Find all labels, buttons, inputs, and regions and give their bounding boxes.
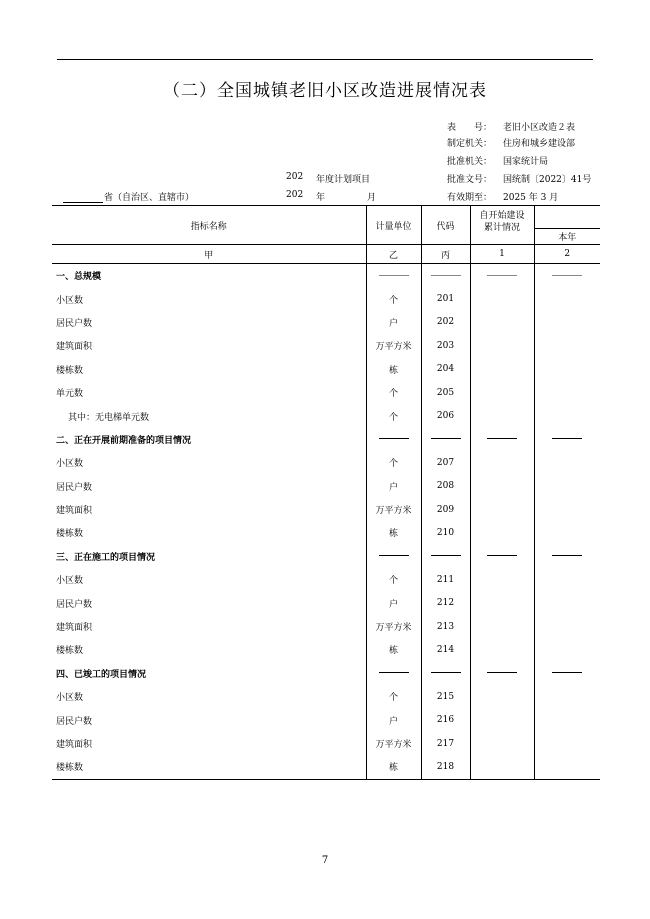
unit-cell: 户 [366, 311, 421, 334]
issuing-authority-label: 制定机关： [447, 139, 493, 149]
table-row [52, 615, 600, 638]
table-row [52, 755, 600, 779]
this-year-value-cell[interactable] [534, 638, 600, 661]
this-year-value-cell[interactable] [534, 334, 600, 357]
unit-cell: 个 [366, 287, 421, 310]
code-cell: 212 [421, 591, 470, 614]
plan-year-prefix: 202 [286, 172, 304, 182]
unit-cell: 万平方米 [366, 615, 421, 638]
report-year-prefix: 202 [286, 190, 304, 200]
table-row [52, 568, 600, 591]
approval-number-label: 批准文号： [447, 175, 493, 185]
code-cell: 208 [421, 475, 470, 498]
this-year-value-cell[interactable] [534, 732, 600, 755]
indicator-name-cell: 居民户数 [52, 475, 366, 498]
unit-cell: 万平方米 [366, 498, 421, 521]
dash-mark [431, 555, 461, 556]
this-year-value-cell[interactable] [534, 662, 600, 685]
indicator-name-cell: 建筑面积 [52, 615, 366, 638]
table-row [52, 685, 600, 708]
indicator-name-cell: 四、已竣工的项目情况 [52, 662, 366, 685]
unit-cell [366, 662, 421, 685]
unit-cell: 栋 [366, 638, 421, 661]
dash-mark [487, 672, 517, 673]
table-row [52, 311, 600, 334]
dash-mark [552, 672, 582, 673]
indicator-name-cell: 楼栋数 [52, 755, 366, 779]
page-title: （二）全国城镇老旧小区改造进展情况表 [163, 81, 487, 101]
dash-mark [487, 275, 517, 276]
subheader-unit: 乙 [366, 245, 421, 264]
report-year-label: 年 [316, 193, 326, 203]
report-month-label: 月 [367, 193, 377, 203]
code-cell [421, 545, 470, 568]
report-table [52, 205, 600, 780]
valid-until-value: 2025 年 3 月 [503, 193, 559, 203]
table-row [52, 287, 600, 310]
approving-authority-value: 国家统计局 [503, 157, 549, 167]
this-year-value-cell[interactable] [534, 358, 600, 381]
cumulative-value-cell[interactable] [470, 615, 534, 638]
code-cell: 202 [421, 311, 470, 334]
table-row [52, 638, 600, 661]
unit-cell: 万平方米 [366, 334, 421, 357]
indicator-name-cell: 二、正在开展前期准备的项目情况 [52, 428, 366, 451]
table-row [52, 404, 600, 427]
table-row [52, 732, 600, 755]
indicator-name-cell: 楼栋数 [52, 521, 366, 544]
cumulative-value-cell[interactable] [470, 521, 534, 544]
this-year-value-cell[interactable] [534, 498, 600, 521]
cumulative-value-cell[interactable] [470, 545, 534, 568]
indicator-name-cell: 居民户数 [52, 591, 366, 614]
this-year-value-cell[interactable] [534, 264, 600, 288]
unit-cell [366, 545, 421, 568]
unit-cell: 栋 [366, 521, 421, 544]
subheader-name: 甲 [52, 245, 366, 264]
indicator-name-cell: 建筑面积 [52, 334, 366, 357]
indicator-name-cell: 建筑面积 [52, 498, 366, 521]
section-row [52, 428, 600, 451]
valid-until-label: 有效期至： [447, 193, 493, 203]
cumulative-value-cell[interactable] [470, 568, 534, 591]
province-label: 省（自治区、直辖市） [104, 193, 195, 203]
indicator-name-cell: 小区数 [52, 568, 366, 591]
cumulative-value-cell[interactable] [470, 451, 534, 474]
this-year-value-cell[interactable] [534, 428, 600, 451]
table-row [52, 475, 600, 498]
this-year-value-cell[interactable] [534, 311, 600, 334]
code-cell: 209 [421, 498, 470, 521]
indicator-name-cell: 小区数 [52, 451, 366, 474]
header-unit: 计量单位 [366, 206, 421, 245]
this-year-value-cell[interactable] [534, 708, 600, 731]
indicator-name-cell: 建筑面积 [52, 732, 366, 755]
cumulative-value-cell[interactable] [470, 475, 534, 498]
this-year-value-cell[interactable] [534, 568, 600, 591]
indicator-name-cell: 小区数 [52, 685, 366, 708]
form-number-value: 老旧小区改造２表 [503, 123, 576, 133]
indicator-name-cell: 三、正在施工的项目情况 [52, 545, 366, 568]
code-cell: 211 [421, 568, 470, 591]
subheader-col1: 1 [470, 245, 534, 264]
cumulative-value-cell[interactable] [470, 498, 534, 521]
page-number: 7 [321, 855, 329, 866]
indicator-name-cell: 小区数 [52, 287, 366, 310]
code-cell: 207 [421, 451, 470, 474]
table-row [52, 358, 600, 381]
cumulative-value-cell[interactable] [470, 591, 534, 614]
province-field [63, 190, 194, 203]
dash-mark [552, 275, 582, 276]
code-cell: 214 [421, 638, 470, 661]
this-year-value-cell[interactable] [534, 451, 600, 474]
dash-mark [379, 672, 409, 673]
dash-mark [379, 555, 409, 556]
cumulative-value-cell[interactable] [470, 638, 534, 661]
indicator-name-cell: 一、总规模 [52, 264, 366, 288]
subheader-code: 丙 [421, 245, 470, 264]
unit-cell: 个 [366, 451, 421, 474]
dash-mark [431, 672, 461, 673]
cumulative-value-cell[interactable] [470, 264, 534, 288]
header-indicator-name: 指标名称 [52, 206, 366, 245]
table-row [52, 521, 600, 544]
issuing-authority-value: 住房和城乡建设部 [503, 139, 576, 149]
this-year-value-cell[interactable] [534, 404, 600, 427]
indicator-name-cell: 其中：无电梯单元数 [52, 404, 366, 427]
plan-year-label: 年度计划项目 [316, 175, 371, 185]
table-row [52, 451, 600, 474]
dash-mark [552, 555, 582, 556]
dash-mark [487, 555, 517, 556]
this-year-value-cell[interactable] [534, 591, 600, 614]
unit-cell: 个 [366, 381, 421, 404]
unit-cell: 户 [366, 708, 421, 731]
code-cell: 210 [421, 521, 470, 544]
subheader-col2: 2 [534, 245, 600, 264]
cumulative-value-cell[interactable] [470, 755, 534, 779]
dash-mark [487, 438, 517, 439]
cumulative-value-cell[interactable] [470, 428, 534, 451]
table-row [52, 708, 600, 731]
this-year-value-cell[interactable] [534, 475, 600, 498]
header-blank-cell [534, 206, 600, 229]
unit-cell: 个 [366, 568, 421, 591]
indicator-name-cell: 楼栋数 [52, 358, 366, 381]
code-cell: 217 [421, 732, 470, 755]
code-cell: 204 [421, 358, 470, 381]
dash-mark [552, 438, 582, 439]
code-cell [421, 428, 470, 451]
section-row [52, 545, 600, 568]
indicator-name-cell: 居民户数 [52, 708, 366, 731]
dash-mark [431, 275, 461, 276]
code-cell: 216 [421, 708, 470, 731]
code-cell: 201 [421, 287, 470, 310]
province-blank-line [63, 194, 103, 203]
code-cell: 206 [421, 404, 470, 427]
unit-cell: 户 [366, 475, 421, 498]
cumulative-value-cell[interactable] [470, 708, 534, 731]
header-code: 代码 [421, 206, 470, 245]
unit-cell: 栋 [366, 755, 421, 779]
code-cell [421, 264, 470, 288]
this-year-value-cell[interactable] [534, 287, 600, 310]
table-row [52, 498, 600, 521]
cumulative-value-cell[interactable] [470, 358, 534, 381]
unit-cell: 户 [366, 591, 421, 614]
section-row [52, 264, 600, 288]
cumulative-value-cell[interactable] [470, 334, 534, 357]
table-row [52, 381, 600, 404]
code-cell: 215 [421, 685, 470, 708]
code-cell: 218 [421, 755, 470, 779]
header-this-year: 本年 [534, 229, 600, 245]
code-cell: 205 [421, 381, 470, 404]
cumulative-value-cell[interactable] [470, 662, 534, 685]
unit-cell: 个 [366, 404, 421, 427]
cumulative-value-cell[interactable] [470, 685, 534, 708]
unit-cell: 栋 [366, 358, 421, 381]
unit-cell: 个 [366, 685, 421, 708]
unit-cell [366, 264, 421, 288]
dash-mark [431, 438, 461, 439]
dash-mark [379, 438, 409, 439]
approving-authority-label: 批准机关： [447, 157, 493, 167]
form-number-label: 表 号： [447, 123, 493, 133]
cumulative-value-cell[interactable] [470, 287, 534, 310]
cumulative-value-cell[interactable] [470, 404, 534, 427]
section-row [52, 662, 600, 685]
code-cell: 203 [421, 334, 470, 357]
indicator-name-cell: 单元数 [52, 381, 366, 404]
indicator-name-cell: 楼栋数 [52, 638, 366, 661]
indicator-name-cell: 居民户数 [52, 311, 366, 334]
dash-mark [379, 275, 409, 276]
table-row [52, 591, 600, 614]
table-row [52, 334, 600, 357]
top-rule [57, 59, 593, 60]
cumulative-value-cell[interactable] [470, 732, 534, 755]
this-year-value-cell[interactable] [534, 615, 600, 638]
cumulative-value-cell[interactable] [470, 311, 534, 334]
this-year-value-cell[interactable] [534, 545, 600, 568]
this-year-value-cell[interactable] [534, 685, 600, 708]
unit-cell [366, 428, 421, 451]
header-cumulative: 自开始建设 累计情况 [470, 206, 534, 245]
unit-cell: 万平方米 [366, 732, 421, 755]
code-cell [421, 662, 470, 685]
code-cell: 213 [421, 615, 470, 638]
this-year-value-cell[interactable] [534, 381, 600, 404]
approval-number-value: 国统制〔2022〕41号 [503, 175, 592, 185]
this-year-value-cell[interactable] [534, 755, 600, 779]
this-year-value-cell[interactable] [534, 521, 600, 544]
cumulative-value-cell[interactable] [470, 381, 534, 404]
